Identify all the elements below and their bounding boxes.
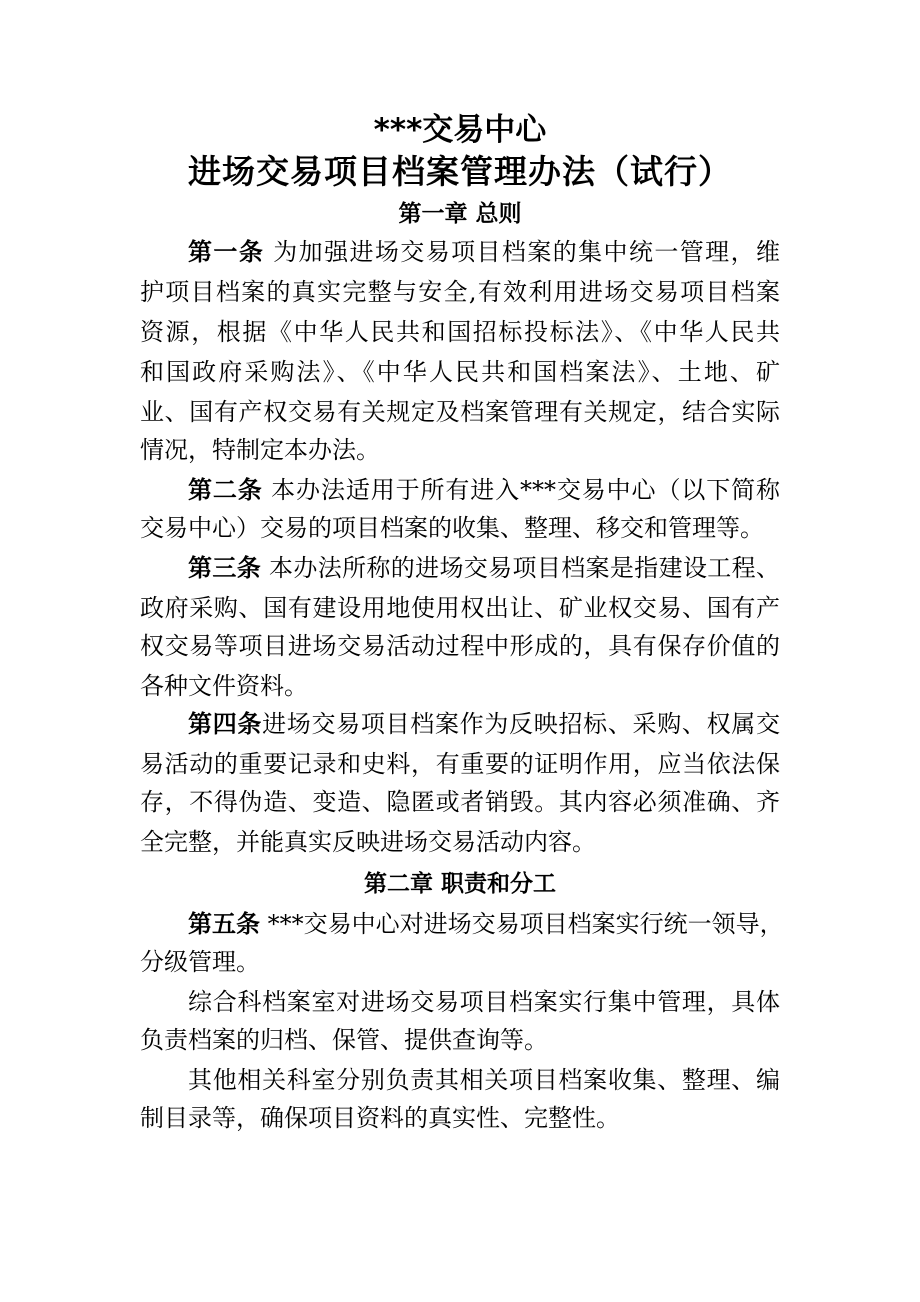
article-4-label: 第四条 <box>188 710 263 738</box>
article-4-line-4: 全完整，并能真实反映进场交易活动内容。 <box>140 828 596 856</box>
article-3-text-1: 本办法所称的进场交易项目档案是指建设工程、 <box>261 554 780 582</box>
article-2-line-2: 交易中心）交易的项目档案的收集、整理、移交和管理等。 <box>140 514 764 542</box>
paragraph-a-line-2: 负责档案的归档、保管、提供查询等。 <box>140 1026 548 1054</box>
article-5-line-1 <box>188 904 784 944</box>
paragraph-b-line-2: 制目录等，确保项目资料的真实性、完整性。 <box>140 1104 620 1132</box>
article-5-line-2: 分级管理。 <box>140 948 260 976</box>
article-3-line-4: 各种文件资料。 <box>140 672 308 700</box>
article-4-line-1 <box>188 704 780 744</box>
article-2-label: 第二条 <box>188 476 263 504</box>
article-1-line-4: 和国政府采购法》、《中华人民共和国档案法》、土地、矿 <box>140 358 780 386</box>
chapter-heading-1: 第一章 总则 <box>398 201 522 227</box>
article-5-label: 第五条 <box>188 910 260 938</box>
article-1-line-1 <box>188 232 780 272</box>
article-1-line-6: 情况，特制定本办法。 <box>140 436 380 464</box>
article-3-label: 第三条 <box>188 554 262 582</box>
document-title-line2: 进场交易项目档案管理办法（试行） <box>188 152 732 191</box>
article-1-text-1: 为加强进场交易项目档案的集中统一管理，维 <box>264 238 781 266</box>
article-2-text-1: 本办法适用于所有进入***交易中心（以下简称 <box>262 476 780 504</box>
article-4-line-2: 易活动的重要记录和史料，有重要的证明作用，应当依法保 <box>140 750 780 778</box>
document-title-line1: ***交易中心 <box>373 112 547 148</box>
chapter-heading-2: 第二章 职责和分工 <box>363 871 556 897</box>
article-4-text-1: 进场交易项目档案作为反映招标、采购、权属交 <box>262 710 781 738</box>
article-2-line-1 <box>188 470 780 510</box>
article-3-line-3: 权交易等项目进场交易活动过程中形成的，具有保存价值的 <box>140 632 780 660</box>
article-1-label: 第一条 <box>188 238 265 266</box>
paragraph-a-line-1: 综合科档案室对进场交易项目档案实行集中管理，具体 <box>188 988 780 1016</box>
article-5-text-1: ***交易中心对进场交易项目档案实行统一领导， <box>260 910 784 938</box>
article-1-line-2: 护项目档案的真实完整与安全,有效利用进场交易项目档案 <box>140 278 780 306</box>
article-3-line-1 <box>188 548 780 588</box>
article-1-line-3: 资源，根据《中华人民共和国招标投标法》、《中华人民共 <box>140 318 780 346</box>
article-1-line-5: 业、国有产权交易有关规定及档案管理有关规定，结合实际 <box>140 398 780 426</box>
article-4-line-3: 存，不得伪造、变造、隐匿或者销毁。其内容必须准确、齐 <box>140 788 780 816</box>
paragraph-b-line-1: 其他相关科室分别负责其相关项目档案收集、整理、编 <box>188 1066 780 1094</box>
article-3-line-2: 政府采购、国有建设用地使用权出让、矿业权交易、国有产 <box>140 594 780 622</box>
